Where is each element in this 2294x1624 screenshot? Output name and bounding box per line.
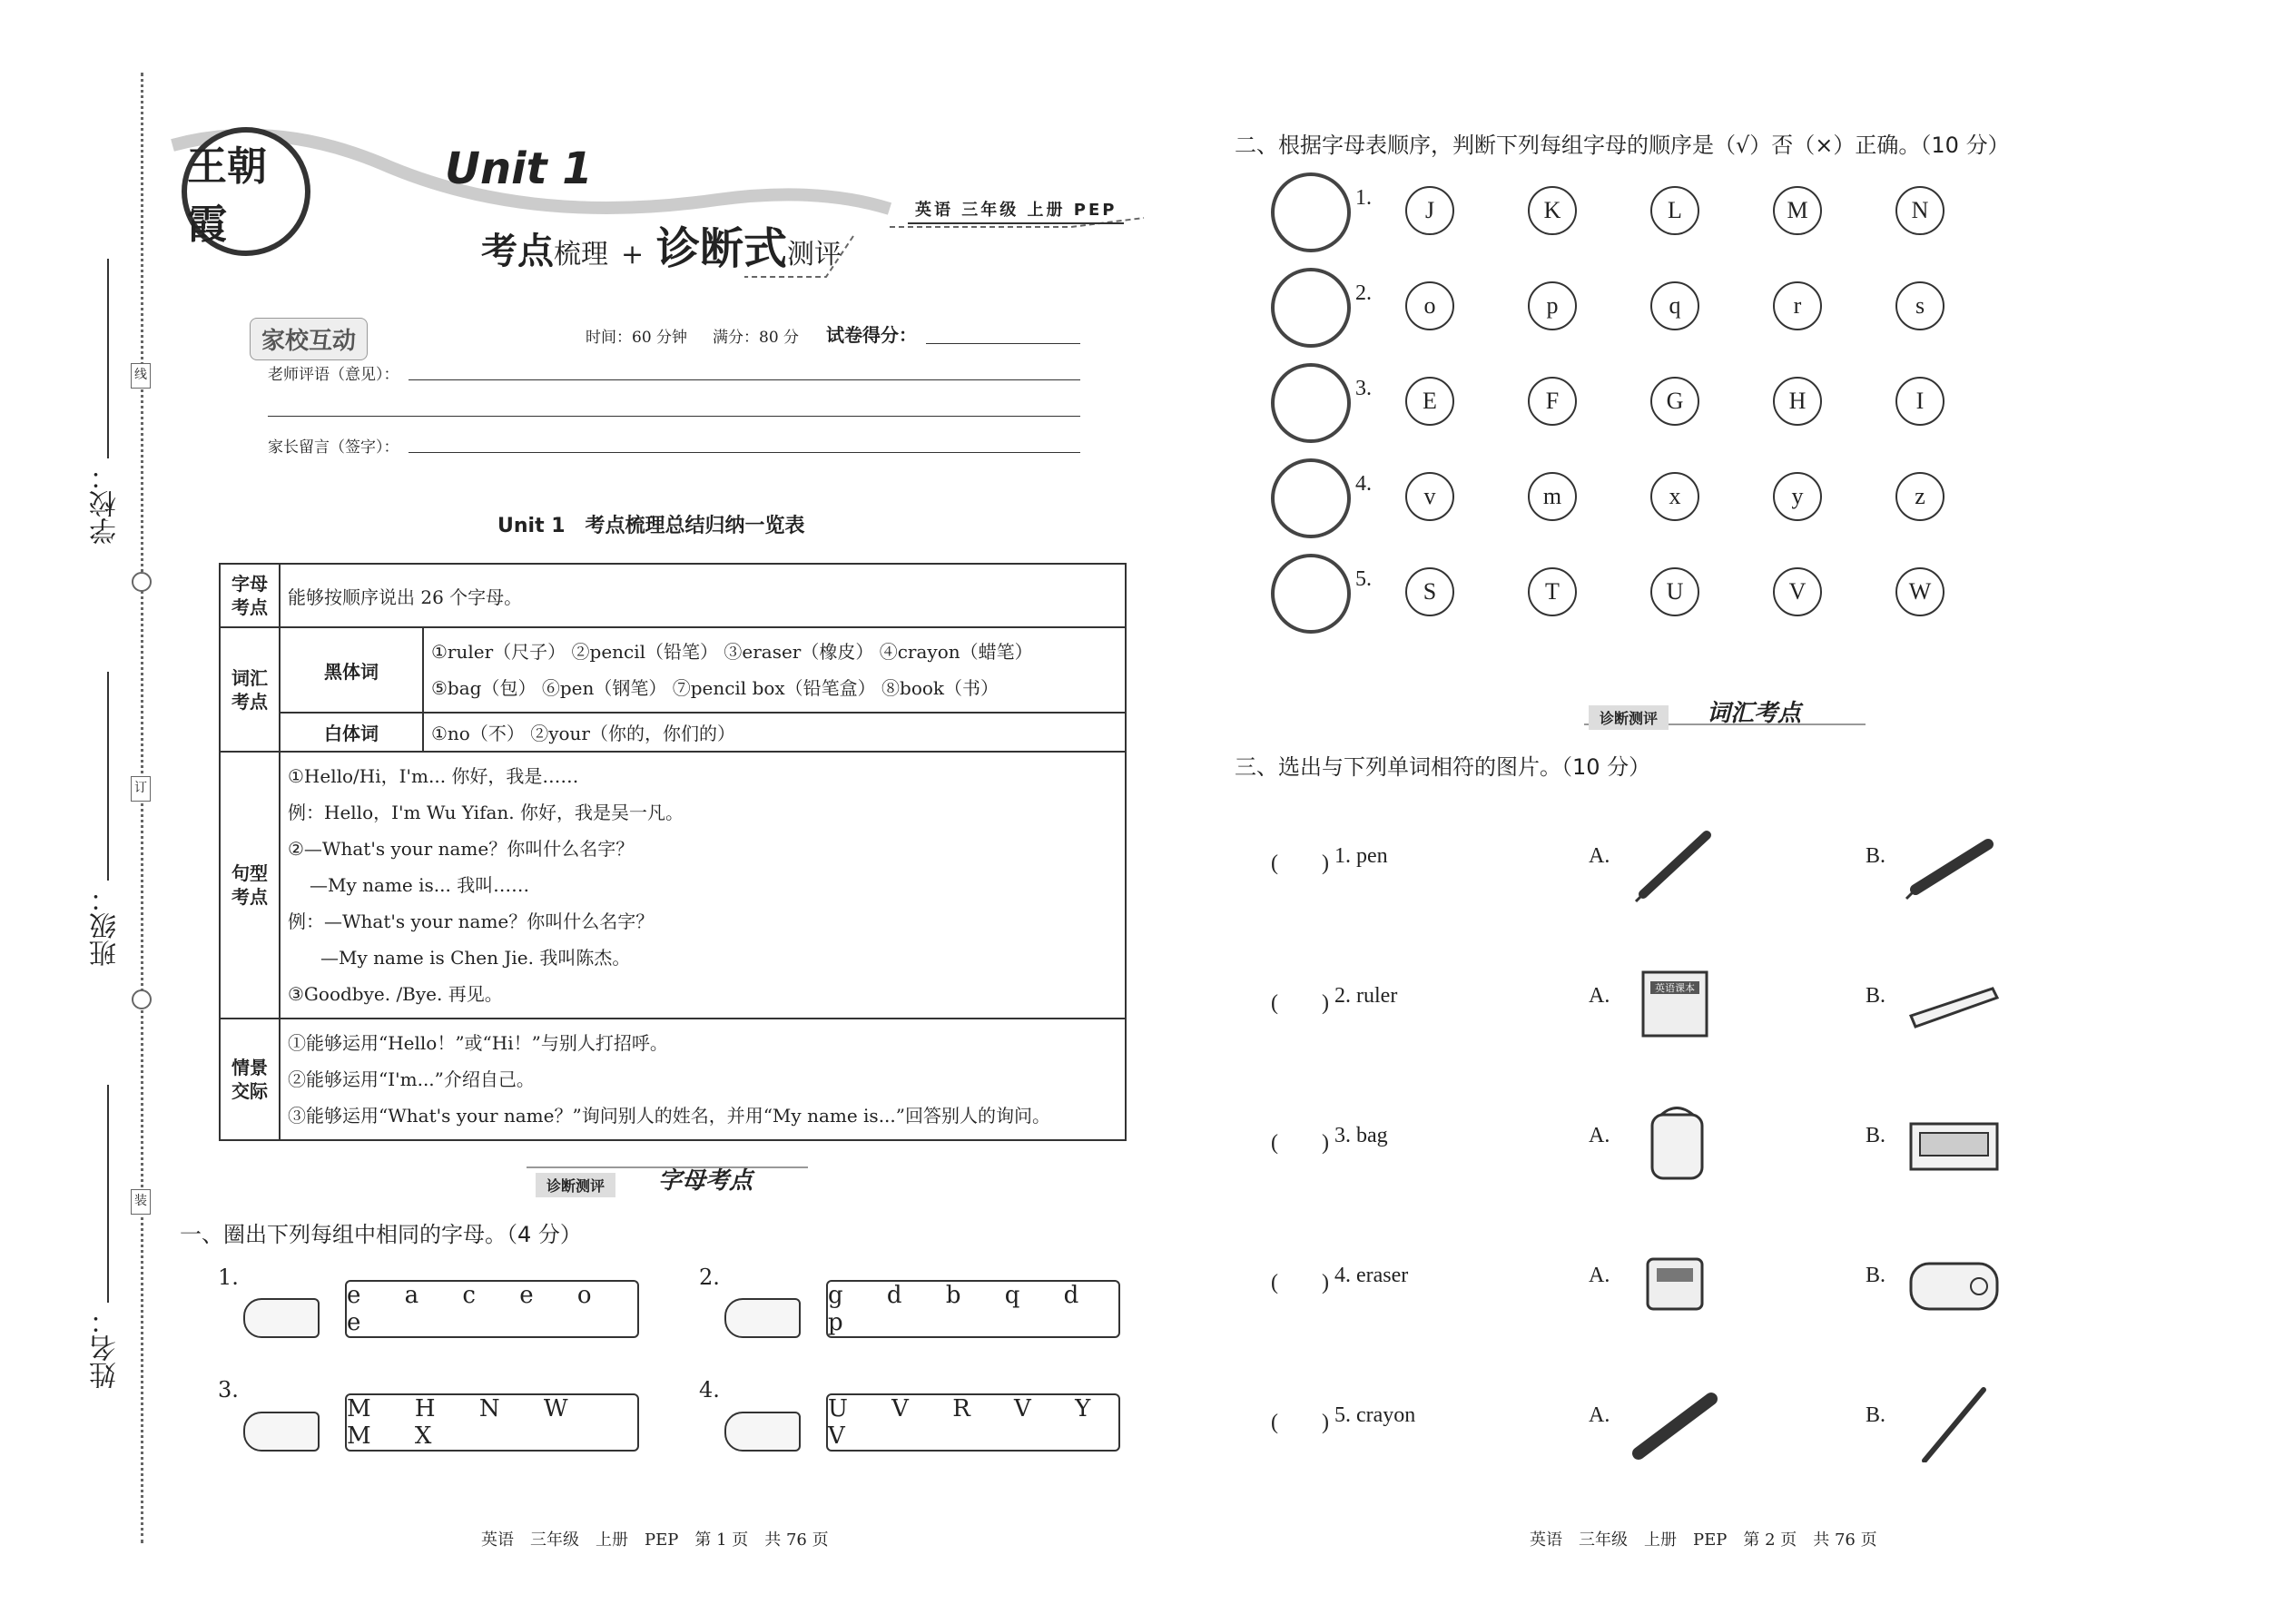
unit-title: Unit 1 [445,143,593,194]
sentence-list: ①Hello/Hi，I'm... 你好，我是…… 例：Hello，I'm Wu Yifan. 你好，我是吴一凡。 ②—What's your name？你叫什么名字？ —My name is... 我叫…… 例：—What's your name？你叫什么名字？ —My name is Chen Jie. 我叫陈杰。 ③Goodbye. /Bye. 再见。 [280,752,1126,1019]
letter-ribbon: U V R V Y V [826,1393,1120,1452]
letter-circle: J [1405,186,1454,235]
answer-blank[interactable]: ( ) [1271,1131,1329,1155]
option-a-picture-4[interactable] [1625,1241,1725,1323]
page-footer-left: 英语 三年级 上册 PEP 第 1 页 共 76 页 [481,1530,829,1550]
item-number: 3. [218,1377,239,1403]
option-a-label: A. [1589,984,1610,1008]
letter-circle: T [1528,567,1577,616]
page-footer-right: 英语 三年级 上册 PEP 第 2 页 共 76 页 [1530,1530,1877,1550]
letter-circle: s [1895,281,1944,330]
vocab-word: 3. bag [1334,1124,1388,1147]
vocab-word: 5. crayon [1334,1403,1416,1427]
name-label: 姓名： [90,1307,122,1389]
class-label: 班级： [90,885,122,967]
banner-title: 词汇考点 [1707,700,1802,727]
option-b-label: B. [1866,1264,1886,1287]
letter-circle: S [1405,567,1454,616]
item-number: 2. [699,1265,720,1290]
answer-circle-3[interactable] [1271,363,1351,443]
score-input-line[interactable] [926,343,1080,344]
letter-circle: m [1528,472,1577,521]
letter-circle: F [1528,377,1577,426]
parent-comment-label: 家长留言（签字）： [268,438,399,457]
grade-tag: 英语 三年级 上册 PEP [908,195,1124,224]
answer-blank[interactable]: ( ) [1271,991,1329,1015]
table-row [220,713,1126,752]
airplane-icon [243,1412,320,1452]
answer-blank[interactable]: ( ) [1271,1271,1329,1294]
teacher-comment-label: 老师评语（意见）： [268,366,399,384]
teacher-comment-line-2[interactable] [268,416,1080,417]
letter-circle: v [1405,472,1454,521]
airplane-icon [243,1298,320,1338]
answer-circle-2[interactable] [1271,268,1351,348]
letter-circle: o [1405,281,1454,330]
bold-words-label: 黑体词 [280,627,423,713]
answer-circle-1[interactable] [1271,172,1351,252]
letter-circle: K [1528,186,1577,235]
table-row [220,627,1126,713]
class-input-line[interactable] [107,672,109,881]
situation-list: ①能够运用“Hello！”或“Hi！”与别人打招呼。 ②能够运用“I'm...”介绍自己。 ③能够运用“What's your name？”询问别人的姓名，并用“My name is...”回答别人的询问。 [280,1019,1126,1140]
white-words-list: ①no（不） ②your（你的，你们的） [423,713,1126,752]
option-b-picture-4[interactable] [1902,1241,2002,1323]
parent-comment-line[interactable] [409,452,1080,453]
letter-circle: r [1773,281,1822,330]
letter-ribbon: M H N W M X [345,1393,639,1452]
option-b-label: B. [1866,1403,1886,1427]
option-b-picture-1[interactable] [1902,822,2002,903]
letter-circle: M [1773,186,1822,235]
score-label: 试卷得分： [826,324,917,346]
letter-circle: z [1895,472,1944,521]
binding-dotted-line [141,73,143,1543]
answer-circle-5[interactable] [1271,554,1351,634]
option-a-label: A. [1589,844,1610,868]
vocab-word: 1. pen [1334,844,1388,868]
letter-circle: p [1528,281,1577,330]
brand-logo: 王朝霞 [182,127,310,256]
letter-circle: W [1895,567,1944,616]
home-school-badge: 家校互动 [250,318,368,360]
airplane-icon [724,1412,801,1452]
school-label: 学校： [90,463,122,545]
letter-ribbon: g d b q d p [826,1280,1120,1338]
airplane-icon [724,1298,801,1338]
answer-blank[interactable]: ( ) [1271,851,1329,875]
option-b-picture-2[interactable] [1902,961,2002,1043]
question-3-title: 三、选出与下列单词相符的图片。（10 分） [1235,754,1651,780]
full-score: 满分：80 分 [713,329,800,347]
summary-title: Unit 1 考点梳理总结归纳一览表 [497,515,805,537]
situation-head: 情景交际 [220,1019,280,1140]
binding-mark-line: 线 [131,363,151,389]
banner-tag: 诊断测评 [1589,705,1669,730]
letters-text: 能够按顺序说出 26 个字母。 [280,564,1126,627]
option-a-picture-1[interactable] [1625,822,1725,903]
option-b-label: B. [1866,984,1886,1008]
letter-circle: V [1773,567,1822,616]
answer-blank[interactable]: ( ) [1271,1411,1329,1434]
letter-circle: I [1895,377,1944,426]
banner-tag: 诊断测评 [536,1173,615,1197]
vocab-head: 词汇考点 [220,627,280,752]
name-input-line[interactable] [107,1085,109,1303]
table-row [220,564,1126,627]
option-b-label: B. [1866,844,1886,868]
white-words-label: 白体词 [280,713,423,752]
item-number: 4. [699,1377,720,1403]
letter-circle: E [1405,377,1454,426]
option-a-label: A. [1589,1264,1610,1287]
vocab-word: 2. ruler [1334,984,1398,1008]
option-b-picture-5[interactable] [1902,1381,2002,1462]
vocab-word: 4. eraser [1334,1264,1409,1287]
table-row [220,752,1126,1019]
bold-words-list: ①ruler（尺子） ②pencil（铅笔） ③eraser（橡皮） ④crayon（蜡笔） ⑤bag（包） ⑥pen（钢笔） ⑦pencil box（铅笔盒） ⑧book（书） [423,627,1126,713]
binding-mark-order: 订 [131,776,151,802]
option-b-label: B. [1866,1124,1886,1147]
letter-circle: q [1650,281,1699,330]
row-number: 2. [1355,281,1372,305]
row-number: 4. [1355,472,1372,496]
letter-circle: H [1773,377,1822,426]
option-a-picture-3[interactable] [1625,1101,1725,1183]
school-input-line[interactable] [107,259,109,458]
letters-head: 字母考点 [220,564,280,627]
sentence-head: 句型考点 [220,752,280,1019]
option-a-picture-2[interactable] [1625,961,1725,1043]
summary-table [219,563,1127,1141]
time-limit: 时间：60 分钟 [586,329,688,347]
question-2-title: 二、根据字母表顺序，判断下列每组字母的顺序是（√）否（×）正确。（10 分） [1235,133,2010,158]
option-b-picture-3[interactable] [1902,1101,2002,1183]
row-number: 1. [1355,186,1372,210]
teacher-comment-line[interactable] [409,379,1080,380]
letter-circle: G [1650,377,1699,426]
binding-hole [132,989,152,1009]
row-number: 5. [1355,567,1372,591]
item-number: 1. [218,1265,239,1290]
option-a-label: A. [1589,1124,1610,1147]
option-a-picture-5[interactable] [1625,1381,1725,1462]
letter-circle: U [1650,567,1699,616]
svg-text:英语课本: 英语课本 [1655,982,1695,994]
answer-circle-4[interactable] [1271,458,1351,538]
binding-hole [132,572,152,592]
letter-circle: x [1650,472,1699,521]
banner-title: 字母考点 [658,1167,753,1195]
page-title: 考点梳理 + 诊断式测评 [481,223,842,274]
letter-circle: L [1650,186,1699,235]
table-row [220,1019,1126,1140]
letter-circle: N [1895,186,1944,235]
letter-circle: y [1773,472,1822,521]
letter-ribbon: e a c e o e [345,1280,639,1338]
binding-mark-bind: 装 [131,1189,151,1215]
option-a-label: A. [1589,1403,1610,1427]
question-1-title: 一、圈出下列每组中相同的字母。（4 分） [180,1222,582,1247]
row-number: 3. [1355,377,1372,400]
